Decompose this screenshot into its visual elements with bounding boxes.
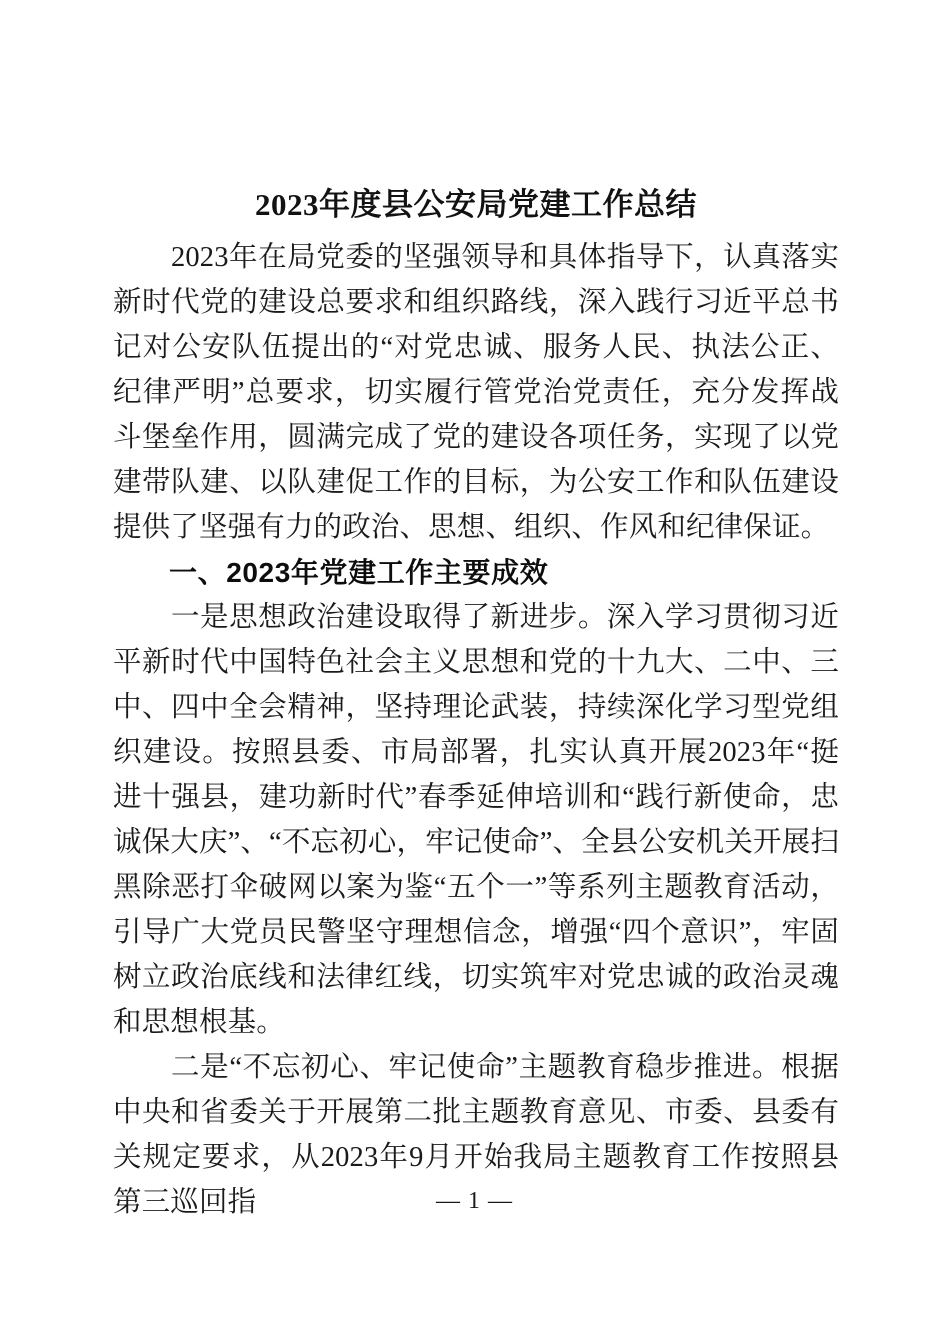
document-content [113, 182, 839, 1225]
footer-page-number: 1 [468, 1188, 482, 1214]
paragraph-intro: 2023年在局党委的坚强领导和具体指导下，认真落实新时代党的建设总要求和组织路线，深入践行习近平总书记对公安队伍提出的“对党忠诚、服务人民、执法公正、纪律严明”总要求，切实履行管党治党责任，充分发挥战斗堡垒作用，圆满完成了党的建设各项任务，实现了以党建带队建、以队建促工作的目标，为公安工作和队伍建设提供了坚强有力的政治、思想、组织、作风和纪律保证。 [113, 242, 839, 543]
footer-dash-right: — [488, 1188, 514, 1214]
section-heading-1: 一、2023年党建工作主要成效 [169, 557, 549, 588]
paragraph-point-1: 一是思想政治建设取得了新进步。深入学习贯彻习近平新时代中国特色社会主义思想和党的十九大、二中、三中、四中全会精神，坚持理论武装，持续深化学习型党组织建设。按照县委、市局部署，扎实认真开展2023年“挺进十强县，建功新时代”春季延伸培训和“践行新使命，忠诚保大庆”、“不忘初心，牢记使命”、全县公安机关开展扫黑除恶打伞破网以案为鉴“五个一”等系列主题教育活动，引导广大党员民警坚守理想信念，增强“四个意识”，牢固树立政治底线和法律红线，切实筑牢对党忠诚的政治灵魂和思想根基。 [113, 602, 840, 1038]
page-footer [0, 1186, 950, 1216]
footer-dash-left: — [436, 1188, 462, 1214]
page-title: 2023年度县公安局党建工作总结 [255, 187, 697, 222]
paragraph-point-2: 二是“不忘初心、牢记使命”主题教育稳步推进。根据中央和省委关于开展第二批主题教育意见、市委、县委有关规定要求，从2023年9月开始我局主题教育工作按照县第三巡回指 [113, 1052, 839, 1218]
